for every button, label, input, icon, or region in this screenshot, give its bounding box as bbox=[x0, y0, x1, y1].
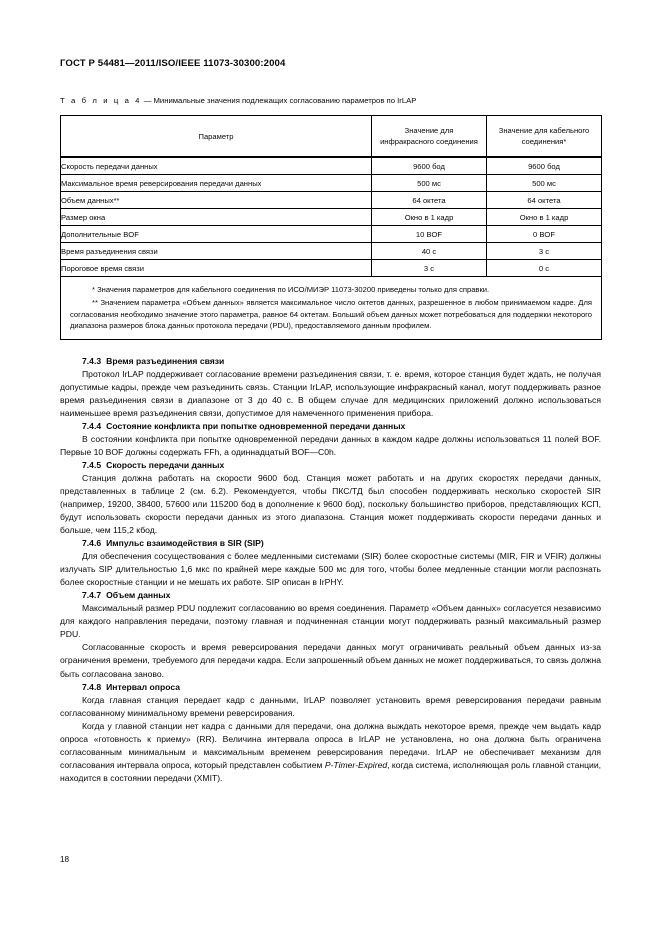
section-title: Импульс взаимодействия в SIR (SIP) bbox=[106, 538, 264, 549]
table-row bbox=[61, 157, 602, 175]
section-heading-7-4-5 bbox=[60, 459, 601, 472]
table-note-2: ** Значением параметра «Объем данных» является максимальное число октетов данных, разрешенное в любом принимаемом кадре. Для согласования необходимо значение этого параметра, равное 64 октетам. Больший объем данных может потребоваться для поддержки некоторого диапазона размеров блока данных протокола передачи (PDU), предоставляемого данным профилем. bbox=[70, 298, 592, 331]
cell-cable-value: Окно в 1 кадр bbox=[487, 209, 602, 226]
cell-parameter: Время разъединения связи bbox=[61, 243, 372, 260]
section-paragraph: Согласованные скорость и время реверсирования передачи данных могут ограничивать реальный объем данных из-за ограничения времени, требуемого для передачи кадра. Если запрошенный объем данных не может поддерживаться, то связь должна быть согласована заново. bbox=[60, 642, 601, 679]
table-caption-dash: — bbox=[141, 96, 154, 105]
section-paragraph: Когда главная станция передает кадр с данными, IrLAP позволяет установить время реверсирования передачи равным согласованному минимальному времени реверсирования. bbox=[60, 694, 601, 718]
section-number: 7.4.5 bbox=[82, 459, 102, 470]
section-7-4-6 bbox=[60, 537, 601, 589]
section-number: 7.4.3 bbox=[82, 355, 102, 366]
section-7-4-5 bbox=[60, 459, 601, 537]
cell-cable-value: 500 мс bbox=[487, 175, 602, 192]
final-paragraph-italic-term: P-Timer-Expired bbox=[324, 759, 388, 770]
page-number: 18 bbox=[60, 855, 70, 864]
cell-parameter: Скорость передачи данных bbox=[61, 157, 372, 175]
section-number: 7.4.7 bbox=[82, 590, 102, 601]
table-notes-row bbox=[61, 277, 602, 340]
column-header-parameter: Параметр bbox=[61, 116, 372, 158]
column-header-infrared-line2: инфракрасного соединения bbox=[380, 137, 478, 146]
cell-cable-value: 64 октета bbox=[487, 192, 602, 209]
table-row bbox=[61, 192, 602, 209]
section-number: 7.4.8 bbox=[82, 681, 102, 692]
cell-parameter: Объем данных** bbox=[61, 192, 372, 209]
section-7-4-7 bbox=[60, 589, 601, 680]
section-paragraph: Протокол IrLAP поддерживает согласование времени разъединения связи, т. е. время, которое станция будет ждать, не получая допустимые кадры, прежде чем разъединить связь. Станции IrLAP, использующие инфракрасный канал, могут поддерживать разное время разъединения связи в диапазоне от 3 до 40 с. В общем случае для медицинских приложений должно использоваться наименьшее время разъединения связи, допустимое для намеченного применения прибора. bbox=[60, 368, 601, 418]
cell-cable-value: 9600 бод bbox=[487, 157, 602, 175]
cell-infrared-value: 9600 бод bbox=[372, 157, 487, 175]
section-number: 7.4.4 bbox=[82, 420, 102, 431]
column-header-cable bbox=[487, 116, 602, 158]
table-row bbox=[61, 209, 602, 226]
cell-cable-value: 0 BOF bbox=[487, 226, 602, 243]
section-heading-7-4-8 bbox=[60, 681, 601, 694]
section-7-4-8 bbox=[60, 681, 601, 785]
section-paragraph-final bbox=[60, 720, 601, 785]
table-notes bbox=[61, 277, 602, 340]
column-header-infrared bbox=[372, 116, 487, 158]
standard-header: ГОСТ Р 54481—2011/ISO/IEEE 11073-30300:2004 bbox=[60, 58, 286, 69]
cell-parameter: Размер окна bbox=[61, 209, 372, 226]
cell-infrared-value: Окно в 1 кадр bbox=[372, 209, 487, 226]
table-body bbox=[61, 157, 602, 339]
table-head bbox=[61, 116, 602, 158]
column-header-cable-line2: соединения* bbox=[521, 137, 567, 146]
section-paragraph: В состоянии конфликта при попытке одновременной передачи данных в каждом кадре должны использоваться 11 полей BOF. Первые 10 BOF должны содержать FFh, а одиннадцатый BOF—C0h. bbox=[60, 433, 601, 457]
final-paragraph-part2: , когда система, исполняющая роль главной станции, находится в состоянии передачи (XMIT). bbox=[60, 759, 602, 783]
cell-infrared-value: 3 с bbox=[372, 260, 487, 277]
table-row bbox=[61, 260, 602, 277]
cell-parameter: Дополнительные BOF bbox=[61, 226, 372, 243]
cell-parameter: Пороговое время связи bbox=[61, 260, 372, 277]
section-title: Состояние конфликта при попытке одновременной передачи данных bbox=[106, 420, 406, 431]
cell-cable-value: 3 с bbox=[487, 243, 602, 260]
table-row bbox=[61, 226, 602, 243]
section-heading-7-4-3 bbox=[60, 355, 601, 368]
section-title: Объем данных bbox=[106, 590, 171, 601]
cell-cable-value: 0 с bbox=[487, 260, 602, 277]
table-caption bbox=[60, 96, 601, 106]
cell-infrared-value: 500 мс bbox=[372, 175, 487, 192]
table-header-row bbox=[61, 116, 602, 158]
section-title: Время разъединения связи bbox=[106, 355, 225, 366]
final-paragraph-part1: Когда у главной станции нет кадра с данными для передачи, она должна выждать некоторое время, прежде чем выдать кадр опроса «готовность к приему» (RR). Величина интервала опроса в IrLAP не установлена, но она должна быть ограничена согласованным минимальным и максимальным временем реверсирования передачи. IrLAP не обеспечивает механизм для согласования интервала опроса, который представлен событием bbox=[60, 720, 601, 770]
section-heading-7-4-7 bbox=[60, 589, 601, 602]
column-header-infrared-line1: Значение для bbox=[404, 126, 454, 135]
table-row bbox=[61, 243, 602, 260]
cell-infrared-value: 10 BOF bbox=[372, 226, 487, 243]
section-title: Интервал опроса bbox=[106, 681, 181, 692]
section-heading-7-4-4 bbox=[60, 420, 601, 433]
table-caption-label: Т а б л и ц а 4 bbox=[60, 96, 142, 105]
cell-infrared-value: 64 октета bbox=[372, 192, 487, 209]
section-paragraph: Станция должна работать на скорости 9600 бод. Станция может работать и на других скоростях передачи данных, представленных в таблице 2 (см. 6.2). Рекомендуется, чтобы ПКС/ТД был способен поддерживать несколько скоростей SIR (например, 19200, 38400, 57600 или 115200 бод в дополнение к 9600 бод), поскольку большинство приборов, представляющих КСП, будут использовать скорости передачи данных из этого диапазона. Станция может поддерживать скорости передачи данных и больше, чем 115,2 кбод. bbox=[60, 472, 601, 536]
column-header-cable-line1: Значение для кабельного bbox=[498, 126, 590, 135]
table-note-1: * Значения параметров для кабельного соединения по ИСО/МИЭР 11073-30200 приведены только для справки. bbox=[92, 285, 490, 294]
section-title: Скорость передачи данных bbox=[106, 459, 225, 470]
cell-parameter: Максимальное время реверсирования передачи данных bbox=[61, 175, 372, 192]
section-paragraph: Для обеспечения сосуществования с более медленными системами (SIR) более скоростные системы (MIR, FIR и VFIR) должны излучать SIP длительностью 1,6 мкс по крайней мере каждые 500 мс для того, чтобы более медленные станции могли распознать более скоростные станции и не мешать их работе. SIP описан в IrPHY. bbox=[60, 551, 601, 588]
section-7-4-3 bbox=[60, 355, 601, 420]
table-caption-text: Минимальные значения подлежащих согласованию параметров по IrLAP bbox=[153, 96, 417, 105]
section-7-4-4 bbox=[60, 420, 601, 459]
section-paragraph: Максимальный размер PDU подлежит согласованию во время соединения. Параметр «Объем данных» согласуется независимо для каждого направления передачи, поэтому главная и подчиненная станции могут поддерживать разный максимальный размер PDU. bbox=[60, 603, 601, 640]
parameters-table bbox=[60, 115, 602, 340]
table-row bbox=[61, 175, 602, 192]
section-heading-7-4-6 bbox=[60, 537, 601, 550]
cell-infrared-value: 40 с bbox=[372, 243, 487, 260]
section-number: 7.4.6 bbox=[82, 538, 102, 549]
page-content bbox=[60, 58, 601, 785]
